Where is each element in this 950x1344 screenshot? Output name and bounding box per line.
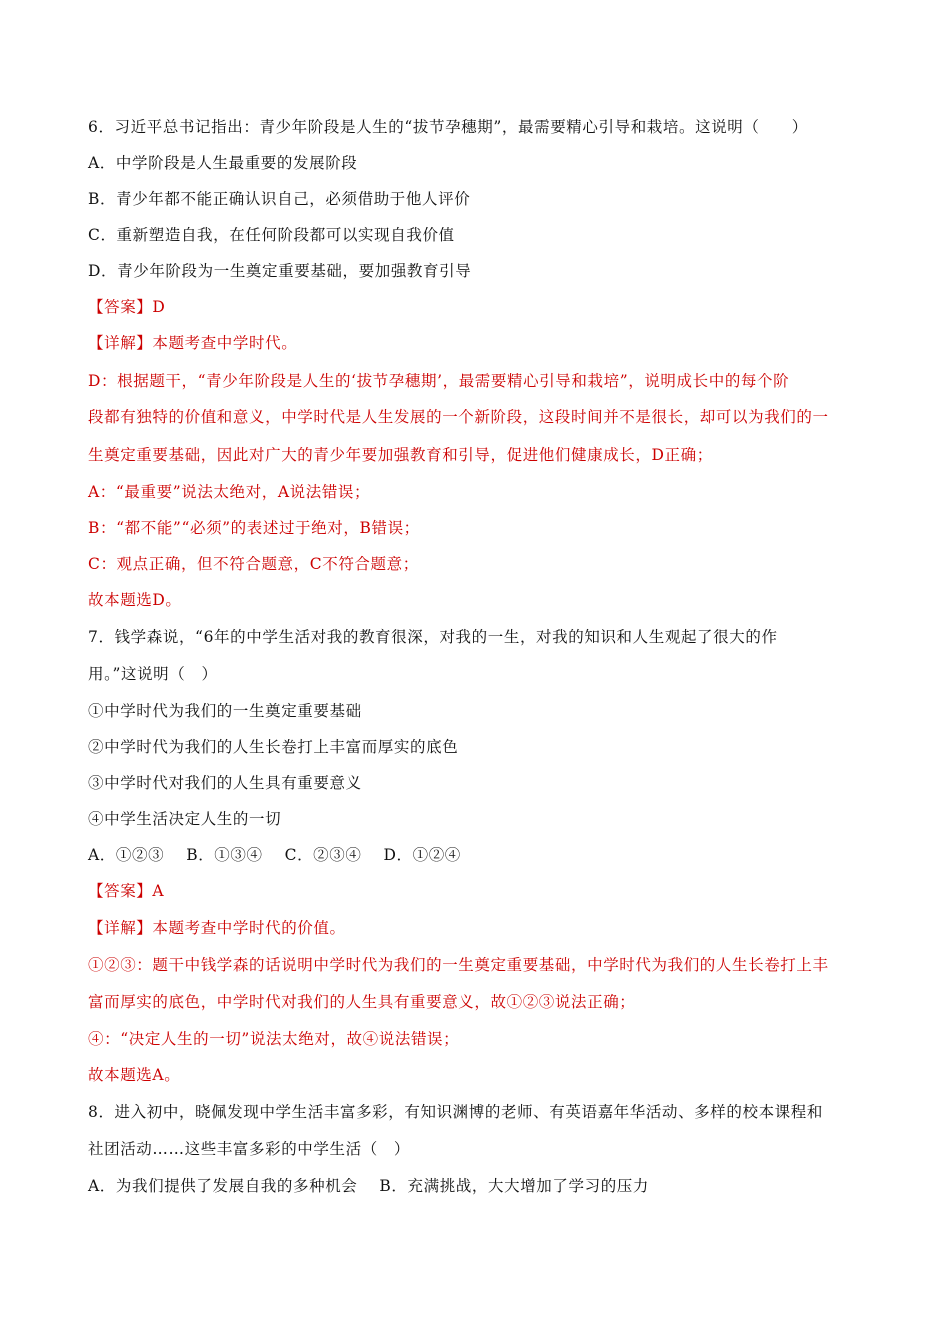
answer-value: D (152, 298, 166, 316)
q6-option-a: A．中学阶段是人生最重要的发展阶段 (88, 154, 358, 172)
answer-value: A (152, 882, 165, 900)
q8-stem-line: 社团活动……这些丰富多彩的中学生活（ ） (88, 1140, 411, 1158)
q7-explanation-line: ④：“决定人生的一切”说法太绝对，故④说法错误； (88, 1030, 460, 1048)
q6-explanation-line: 故本题选D。 (88, 591, 182, 609)
q6-explanation-line: 生奠定重要基础，因此对广大的青少年要加强教育和引导，促进他们健康成长，D正确； (88, 446, 713, 464)
q7-choice-b: B．①③④ (186, 846, 263, 864)
q7-choices (88, 844, 878, 866)
q6-explanation-line: A：“最重要”说法太绝对，A说法错误； (88, 483, 371, 501)
q7-choice-a: A．①②③ (88, 846, 165, 864)
q6-explanation-line: B：“都不能”“必须”的表述过于绝对，B错误； (88, 519, 420, 537)
detail-tag: 【详解】 (88, 334, 153, 352)
q7-explanation-line: 故本题选A。 (88, 1066, 181, 1084)
q7-choice-c: C．②③④ (284, 846, 362, 864)
q7-detail (88, 917, 878, 939)
q6-explanation-line: C：观点正确，但不符合题意，C不符合题意； (88, 555, 419, 573)
q7-explanation-line: 富而厚实的底色，中学时代对我们的人生具有重要意义，故①②③说法正确； (88, 993, 636, 1011)
detail-intro: 本题考查中学时代。 (152, 334, 298, 352)
q8-option-b: B．充满挑战，大大增加了学习的压力 (379, 1177, 649, 1195)
q7-statement: ③中学时代对我们的人生具有重要意义 (88, 774, 362, 792)
q6-explanation-line: 段都有独特的价值和意义，中学时代是人生发展的一个新阶段，这段时间并不是很长，却可以为我们的一 (88, 408, 829, 426)
detail-tag: 【详解】 (88, 919, 153, 937)
q6-answer (88, 296, 878, 318)
q7-statement: ④中学生活决定人生的一切 (88, 810, 282, 828)
q8-options (88, 1175, 878, 1197)
q7-choice-d: D．①②④ (383, 846, 461, 864)
q6-detail (88, 332, 878, 354)
q6-stem: 6．习近平总书记指出：青少年阶段是人生的“拔节孕穗期”，最需要精心引导和栽培。这说明（ ） (88, 118, 808, 136)
q7-statement: ②中学时代为我们的人生长卷打上丰富而厚实的底色 (88, 738, 459, 756)
q8-stem-line: 8．进入初中，晓佩发现中学生活丰富多彩，有知识渊博的老师、有英语嘉年华活动、多样的校本课程和 (88, 1103, 823, 1121)
q6-option-b: B．青少年都不能正确认识自己，必须借助于他人评价 (88, 190, 471, 208)
answer-tag: 【答案】 (88, 882, 153, 900)
q6-option-d: D．青少年阶段为一生奠定重要基础，要加强教育引导 (88, 262, 472, 280)
detail-intro: 本题考查中学时代的价值。 (152, 919, 346, 937)
q7-stem-line: 用。”这说明（ ） (88, 665, 218, 683)
q7-explanation-line: ①②③：题干中钱学森的话说明中学时代为我们的一生奠定重要基础，中学时代为我们的人生长卷打上丰 (88, 956, 829, 974)
answer-tag: 【答案】 (88, 298, 153, 316)
q7-statement: ①中学时代为我们的一生奠定重要基础 (88, 702, 362, 720)
q8-option-a: A．为我们提供了发展自我的多种机会 (88, 1177, 358, 1195)
q6-option-c: C．重新塑造自我，在任何阶段都可以实现自我价值 (88, 226, 455, 244)
q6-explanation-line: D：根据题干，“青少年阶段是人生的‘拔节孕穗期’，最需要精心引导和栽培”，说明成长中的每个阶 (88, 372, 790, 390)
q7-stem-line: 7．钱学森说，“6年的中学生活对我的教育很深，对我的一生，对我的知识和人生观起了很大的作 (88, 628, 778, 646)
q7-answer (88, 880, 878, 902)
